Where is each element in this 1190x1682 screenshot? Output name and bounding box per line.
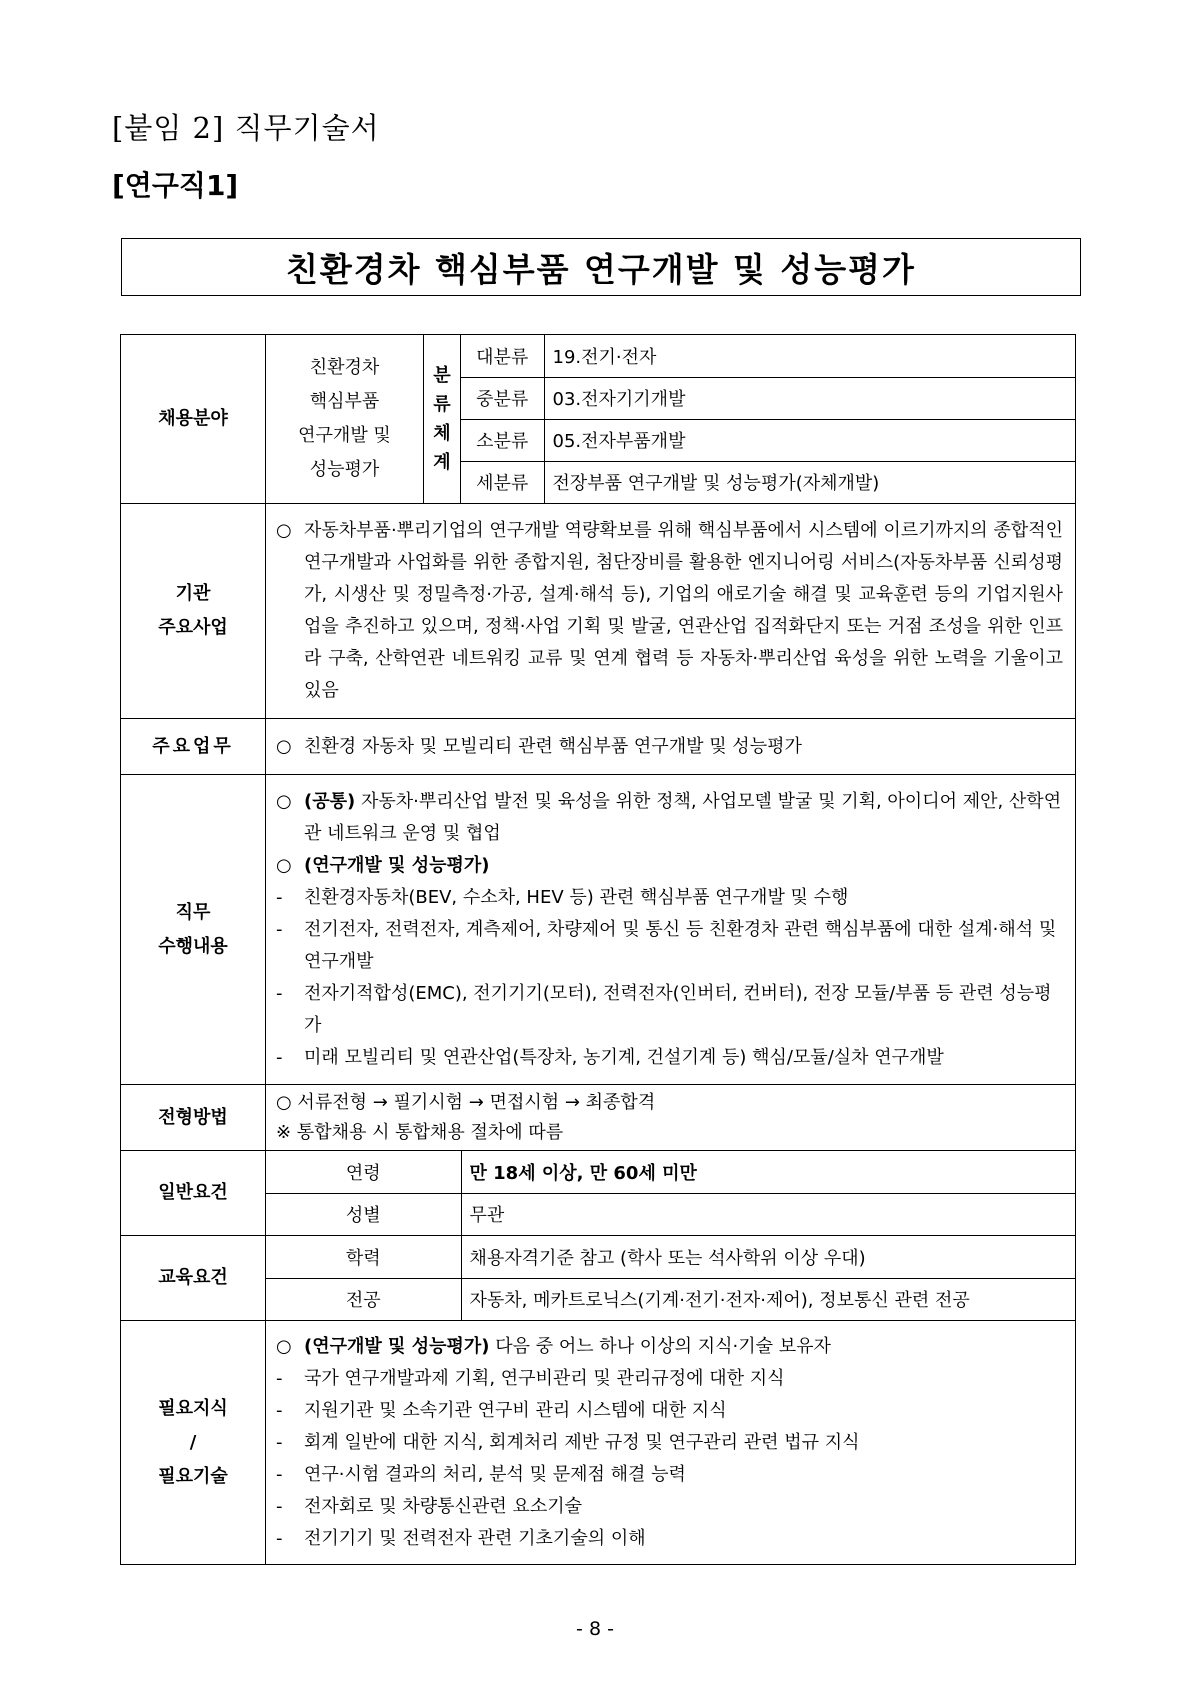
duty-item bbox=[276, 1042, 1063, 1074]
education-req-row bbox=[121, 1236, 1076, 1321]
class-level: 세분류 bbox=[461, 461, 544, 503]
label-line: 기관 bbox=[175, 583, 211, 604]
knowledge-item bbox=[276, 1459, 1063, 1491]
label-line: / bbox=[189, 1431, 197, 1453]
req-key: 성별 bbox=[266, 1193, 461, 1235]
education-req-table bbox=[266, 1236, 1075, 1320]
general-req-table bbox=[266, 1151, 1075, 1235]
dash-bullet-icon: - bbox=[276, 1463, 283, 1485]
duty-item-heading: (연구개발 및 성능평가) bbox=[304, 854, 490, 876]
duty-item-text: 미래 모빌리티 및 연관산업(특장차, 농기계, 건설기계 등) 핵심/모듈/실차 연구개발 bbox=[304, 1046, 944, 1068]
knowledge-item bbox=[276, 1395, 1063, 1427]
selection-row bbox=[121, 1085, 1076, 1151]
req-key: 학력 bbox=[266, 1236, 461, 1278]
duty-item-text: 친환경자동차(BEV, 수소차, HEV 등) 관련 핵심부품 연구개발 및 수행 bbox=[304, 886, 849, 908]
circle-bullet-icon: ○ bbox=[276, 854, 292, 876]
main-business-row bbox=[121, 504, 1076, 719]
selection-process: ○ 서류전형 → 필기시험 → 면접시험 → 최종합격 bbox=[276, 1091, 656, 1113]
education-req-label: 교육요건 bbox=[121, 1236, 266, 1321]
knowledge-item-text: 지원기관 및 소속기관 연구비 관리 시스템에 대한 지식 bbox=[304, 1399, 727, 1421]
classification-row bbox=[461, 461, 1075, 503]
main-title-box bbox=[121, 238, 1081, 296]
class-label-char: 계 bbox=[433, 452, 451, 473]
knowledge-content bbox=[266, 1321, 1076, 1565]
label-line: 필요기술 bbox=[158, 1465, 228, 1487]
duty-item bbox=[276, 914, 1063, 978]
label-line: 수행내용 bbox=[158, 935, 228, 957]
knowledge-item-text: 전기기기 및 전력전자 관련 기초기술의 이해 bbox=[304, 1527, 646, 1549]
duty-item bbox=[276, 882, 1063, 914]
main-duty-content bbox=[266, 719, 1076, 775]
main-duty-row bbox=[121, 719, 1076, 775]
dash-bullet-icon: - bbox=[276, 982, 283, 1004]
label-line: 필요지식 bbox=[158, 1397, 228, 1419]
knowledge-item-text: 전자회로 및 차량통신관련 요소기술 bbox=[304, 1495, 582, 1517]
field-name-line: 연구개발 및 bbox=[298, 425, 391, 446]
knowledge-item bbox=[276, 1491, 1063, 1523]
attachment-title: [붙임 2] 직무기술서 bbox=[112, 111, 380, 145]
main-business-label bbox=[121, 504, 266, 719]
classification-system-label bbox=[424, 335, 461, 504]
dash-bullet-icon: - bbox=[276, 1431, 283, 1453]
circle-bullet-icon: ○ bbox=[276, 790, 292, 812]
classification-table bbox=[461, 335, 1075, 503]
circle-bullet-icon: ○ bbox=[276, 1335, 292, 1357]
knowledge-item bbox=[276, 1427, 1063, 1459]
duty-item-text: 전자기적합성(EMC), 전기기기(모터), 전력전자(인버터, 컨버터), 전장 모듈/부품 등 관련 성능평가 bbox=[304, 982, 1052, 1036]
job-description-table bbox=[120, 334, 1076, 1565]
req-value: 만 18세 이상, 만 60세 미만 bbox=[461, 1151, 1075, 1193]
knowledge-item bbox=[276, 1331, 1063, 1363]
knowledge-item-text: 회계 일반에 대한 지식, 회계처리 제반 규정 및 연구관리 관련 법규 지식 bbox=[304, 1431, 860, 1453]
general-req-item bbox=[266, 1151, 1075, 1193]
class-level: 소분류 bbox=[461, 419, 544, 461]
duty-item bbox=[276, 978, 1063, 1042]
class-level: 대분류 bbox=[461, 335, 544, 377]
classification-row bbox=[461, 335, 1075, 377]
dash-bullet-icon: - bbox=[276, 1495, 283, 1517]
knowledge-item-text: 다음 중 어느 하나 이상의 지식·기술 보유자 bbox=[489, 1335, 831, 1357]
selection-label: 전형방법 bbox=[121, 1085, 266, 1151]
section-title: [연구직1] bbox=[112, 169, 239, 202]
class-value: 전장부품 연구개발 및 성능평가(자체개발) bbox=[544, 461, 1075, 503]
req-value: 채용자격기준 참고 (학사 또는 석사학위 이상 우대) bbox=[461, 1236, 1075, 1278]
class-level: 중분류 bbox=[461, 377, 544, 419]
general-req-row bbox=[121, 1151, 1076, 1236]
page-number: - 8 - bbox=[576, 1618, 614, 1640]
duty-item bbox=[276, 850, 1063, 882]
knowledge-item-heading: (연구개발 및 성능평가) bbox=[304, 1335, 490, 1357]
main-duty-paragraph bbox=[276, 731, 1063, 763]
field-name-line: 성능평가 bbox=[309, 459, 380, 480]
business-text: 자동차부품·뿌리기업의 연구개발 역량확보를 위해 핵심부품에서 시스템에 이르기까지의 종합적인 연구개발과 사업화를 위한 종합지원, 첨단장비를 활용한 엔지니어링 서비스(자동차부품 신뢰성평가, 시생산 및 정밀측정·가공, 설계·해석 등), 기업의 애로기술 해결 및 교육훈련 등의 기업지원사업을 추진하고 있으며, 정책·사업 기획 및 발굴, 연관산업 집적화단지 또는 거점 조성을 위한 인프라 구축, 산학연관 네트워킹 교류 및 연계 협력 등 자동차·뿌리산업 육성을 위한 노력을 기울이고 있음 bbox=[304, 520, 1063, 701]
class-label-char: 류 bbox=[433, 394, 451, 415]
knowledge-label bbox=[121, 1321, 266, 1565]
main-duty-text: 친환경 자동차 및 모빌리티 관련 핵심부품 연구개발 및 성능평가 bbox=[304, 735, 802, 757]
dash-bullet-icon: - bbox=[276, 918, 283, 940]
class-value: 19.전기·전자 bbox=[544, 335, 1075, 377]
dash-bullet-icon: - bbox=[276, 886, 283, 908]
duty-item-heading: (공통) bbox=[304, 790, 356, 812]
req-value: 무관 bbox=[461, 1193, 1075, 1235]
dash-bullet-icon: - bbox=[276, 1399, 283, 1421]
recruitment-field-label: 채용분야 bbox=[121, 335, 266, 504]
dash-bullet-icon: - bbox=[276, 1046, 283, 1068]
knowledge-item-text: 연구·시험 결과의 처리, 분석 및 문제점 해결 능력 bbox=[304, 1463, 686, 1485]
selection-content bbox=[266, 1085, 1076, 1151]
education-req-item bbox=[266, 1278, 1075, 1320]
duty-item bbox=[276, 786, 1063, 850]
class-label-char: 분 bbox=[433, 365, 451, 386]
label-line: 주요사업 bbox=[158, 617, 228, 638]
main-duty-label: 주요업무 bbox=[121, 719, 266, 775]
req-value: 자동차, 메카트로닉스(기계·전기·전자·제어), 정보통신 관련 전공 bbox=[461, 1278, 1075, 1320]
classification-row bbox=[461, 377, 1075, 419]
dash-bullet-icon: - bbox=[276, 1367, 283, 1389]
classification-table-cell bbox=[461, 335, 1076, 504]
field-name-line: 핵심부품 bbox=[309, 391, 380, 412]
duty-item-text: 전기전자, 전력전자, 계측제어, 차량제어 및 통신 등 친환경차 관련 핵심부품에 대한 설계·해석 및 연구개발 bbox=[304, 918, 1057, 972]
selection-note: ※ 통합채용 시 통합채용 절차에 따름 bbox=[276, 1121, 564, 1143]
business-paragraph bbox=[276, 515, 1063, 707]
recruitment-field-row bbox=[121, 335, 1076, 504]
duties-content bbox=[266, 775, 1076, 1085]
field-name-line: 친환경차 bbox=[309, 357, 380, 378]
classification-row bbox=[461, 419, 1075, 461]
dash-bullet-icon: - bbox=[276, 1527, 283, 1549]
main-business-content bbox=[266, 504, 1076, 719]
general-req-item bbox=[266, 1193, 1075, 1235]
knowledge-item bbox=[276, 1523, 1063, 1555]
knowledge-row bbox=[121, 1321, 1076, 1565]
label-line: 직무 bbox=[175, 901, 211, 923]
circle-bullet-icon: ○ bbox=[276, 520, 292, 541]
class-label-char: 체 bbox=[433, 423, 451, 444]
class-value: 05.전자부품개발 bbox=[544, 419, 1075, 461]
circle-bullet-icon: ○ bbox=[276, 735, 292, 757]
general-req-cell bbox=[266, 1151, 1076, 1236]
knowledge-item-text: 국가 연구개발과제 기획, 연구비관리 및 관리규정에 대한 지식 bbox=[304, 1367, 785, 1389]
education-req-item bbox=[266, 1236, 1075, 1278]
req-key: 전공 bbox=[266, 1278, 461, 1320]
main-title: 친환경차 핵심부품 연구개발 및 성능평가 bbox=[286, 249, 916, 289]
duties-label bbox=[121, 775, 266, 1085]
knowledge-item bbox=[276, 1363, 1063, 1395]
education-req-cell bbox=[266, 1236, 1076, 1321]
general-req-label: 일반요건 bbox=[121, 1151, 266, 1236]
field-name-cell bbox=[266, 335, 424, 504]
req-key: 연령 bbox=[266, 1151, 461, 1193]
duties-row bbox=[121, 775, 1076, 1085]
class-value: 03.전자기기개발 bbox=[544, 377, 1075, 419]
duty-item-text: 자동차·뿌리산업 발전 및 육성을 위한 정책, 사업모델 발굴 및 기획, 아이디어 제안, 산학연관 네트워크 운영 및 협업 bbox=[304, 790, 1062, 844]
